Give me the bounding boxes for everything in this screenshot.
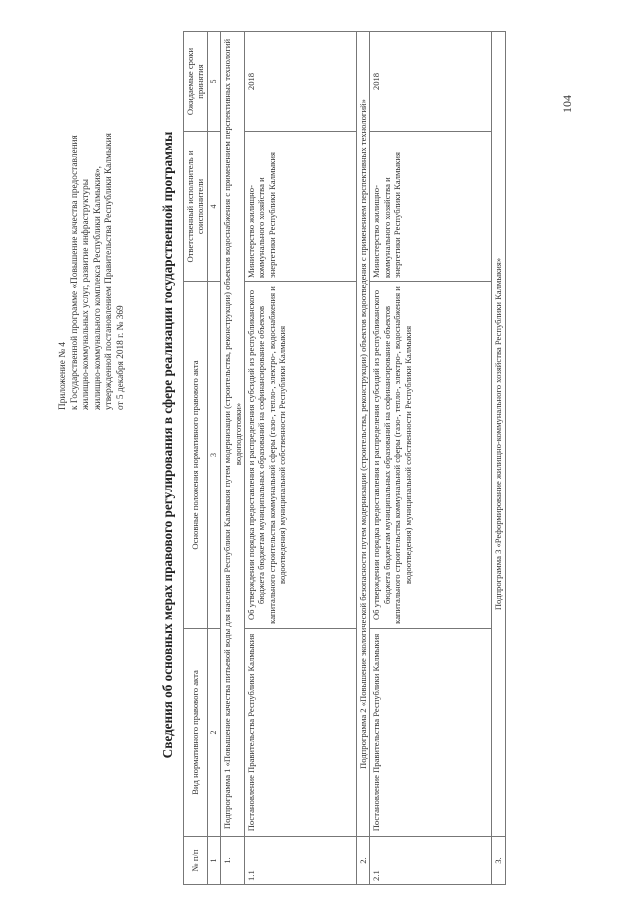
annex-line: жилищно-коммунальных услуг, развитие инфраструктуры [81, 179, 92, 410]
regulation-table [183, 31, 506, 885]
col-header-number: № п/п [184, 837, 208, 885]
responsible-cell: Министерство жилищно-коммунального хозяйства и энергетики Республики Калмыкия [370, 132, 492, 282]
subprogram-row [221, 32, 245, 885]
row-number: 2. [357, 837, 370, 885]
column-number: 2 [207, 629, 220, 837]
row-number: 1. [221, 837, 245, 885]
col-header-responsible: Ответственный исполнитель и соисполнители [184, 132, 208, 282]
col-header-provisions: Основные положения нормативного правового акта [184, 282, 208, 629]
act-type-cell: Постановление Правительства Республики Калмыкия [370, 629, 492, 837]
subprogram-row [492, 32, 505, 885]
page-title: Сведения об основных мерах правового регулирования в сфере реализации государственной программы [160, 131, 175, 759]
subprogram-title: Подпрограмма 2 «Повышение экологической безопасности путем модернизации (строительства, реконструкции) объектов водоотведения с применением перспективных технологий» [357, 32, 370, 837]
act-type-cell: Постановление Правительства Республики Калмыкия [245, 629, 357, 837]
subprogram-title: Подпрограмма 3 «Реформирование жилищно-коммунального хозяйства Республики Калмыкия» [492, 32, 505, 837]
annex-line: жилищно-коммунального комплекса Республики Калмыкия», [92, 166, 103, 410]
col-header-act-type: Вид нормативного правового акта [184, 629, 208, 837]
row-number: 2.1 [370, 837, 492, 885]
annex-line: Приложение № 4 [58, 341, 68, 410]
column-number: 5 [207, 32, 220, 132]
responsible-cell: Министерство жилищно-коммунального хозяйства и энергетики Республики Калмыкия [245, 132, 357, 282]
subprogram-title: Подпрограмма 1 «Повышение качества питьевой воды для населения Республики Калмыкия путем модернизации (строительства, реконструкции) объектов водоснабжения с применением перспективных технологий водоподготовки» [221, 32, 245, 837]
page-number: 104 [560, 95, 574, 113]
subprogram-row [357, 32, 370, 885]
table-header-row [184, 32, 208, 885]
row-number: 3. [492, 837, 505, 885]
table-row [370, 32, 492, 885]
annex-line: к Государственной программе «Повышение качества предоставления [69, 135, 80, 410]
column-number: 1 [207, 837, 220, 885]
annex-line: утвержденной постановлением Правительства Республики Калмыкия [104, 133, 115, 410]
provisions-cell: Об утверждении порядка предоставления и распределения субсидий из республиканского бюджета бюджетам муниципальных образований на софинансирование объектов капитального строительства коммунальной сферы (газо-, тепло-, электро-, водоснабжения и водоотведения) муниципальной собственности Республики Калмыкия [245, 282, 357, 629]
provisions-cell: Об утверждении порядка предоставления и распределения субсидий из республиканского бюджета бюджетам муниципальных образований на софинансирование объектов капитального строительства коммунальной сферы (газо-, тепло-, электро-, водоснабжения и водоотведения) муниципальной собственности Республики Калмыкия [370, 282, 492, 629]
annex-header [58, 20, 128, 410]
column-number-row [207, 32, 220, 885]
deadline-cell: 2018 [370, 32, 492, 132]
annex-line: от 5 декабря 2018 г. № 369 [115, 305, 126, 410]
row-number: 1.1 [245, 837, 357, 885]
column-number: 3 [207, 282, 220, 629]
table-row [245, 32, 357, 885]
deadline-cell: 2018 [245, 32, 357, 132]
col-header-deadline: Ожидаемые сроки принятия [184, 32, 208, 132]
column-number: 4 [207, 132, 220, 282]
